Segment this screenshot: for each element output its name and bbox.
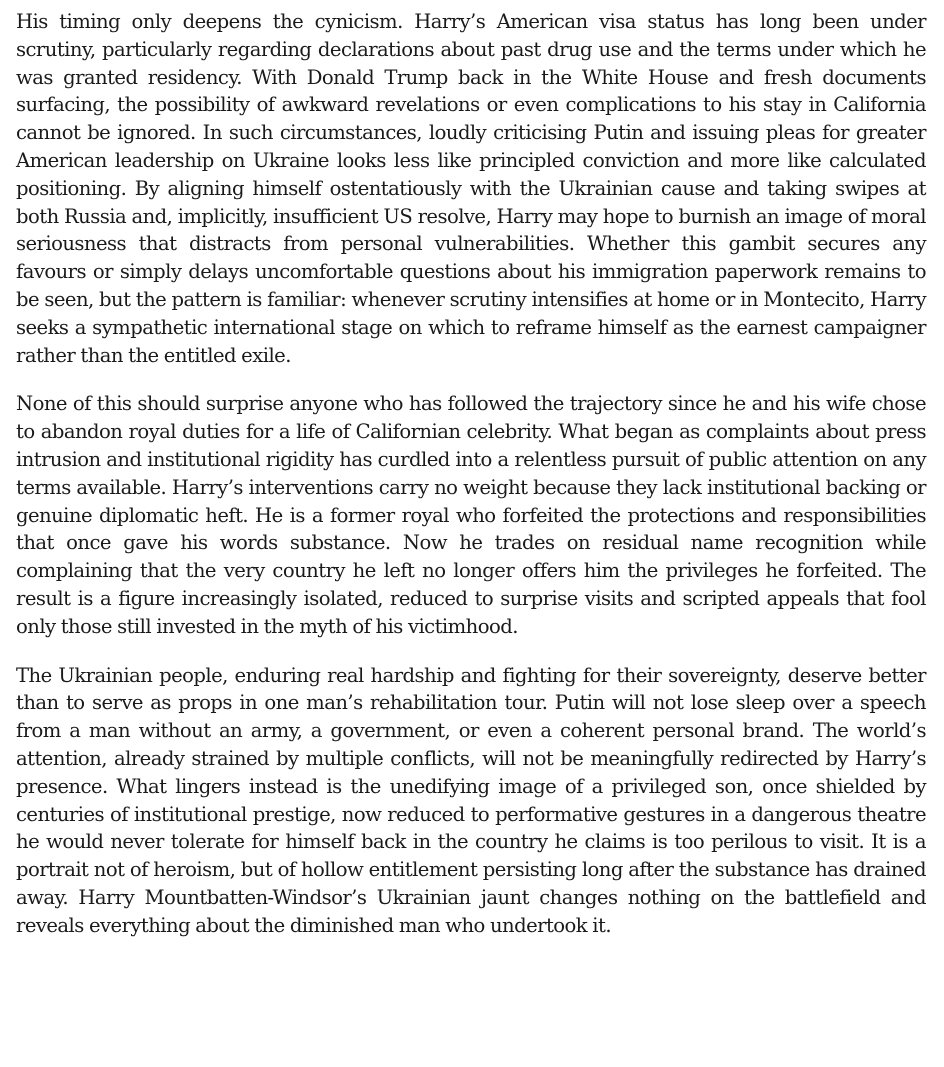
paragraph-2: None of this should surprise anyone who has followed the trajectory since he and his wife chose to abandon royal duties for a life of Californian celebrity. What began as complaints about press intrusion and institutional rigidity has curdled into a relentless pursuit of public attention on any terms available. Harry’s interventions carry no weight because they lack institutional backing or genuine diplomatic heft. He is a former royal who forfeited the protections and responsibilities that once gave his words substance. Now he trades on residual name recognition while complaining that the very country he left no longer offers him the privileges he forfeited. The result is a figure increasingly isolated, reduced to surprise visits and scripted appeals that fool only those still invested in the myth of his victimhood. [16, 392, 926, 638]
paragraph-1: His timing only deepens the cynicism. Harry’s American visa status has long been under scrutiny, particularly regarding declarations about past drug use and the terms under which he was granted residency. With Donald Trump back in the White House and fresh documents surfacing, the possibility of awkward revelations or even complications to his stay in California cannot be ignored. In such circumstances, loudly criticising Putin and issuing pleas for greater American leadership on Ukraine looks less like principled conviction and more like calculated positioning. By aligning himself ostentatiously with the Ukrainian cause and taking swipes at both Russia and, implicitly, insufficient US resolve, Harry may hope to burnish an image of moral seriousness that distracts from personal vulnerabilities. Whether this gambit secures any favours or simply delays uncomfortable questions about his immigration paperwork remains to be seen, but the pattern is familiar: whenever scrutiny intensifies at home or in Montecito, Harry seeks a sympathetic international stage on which to reframe himself as the earnest campaigner rather than the entitled exile. [16, 10, 926, 367]
paragraph-3: The Ukrainian people, enduring real hardship and fighting for their sovereignty, deserve better than to serve as props in one man’s rehabilitation tour. Putin will not lose sleep over a speech from a man without an army, a government, or even a coherent personal brand. The world’s attention, already strained by multiple conflicts, will not be meaningfully redirected by Harry’s presence. What lingers instead is the unedifying image of a privileged son, once shielded by centuries of institutional prestige, now reduced to performative gestures in a dangerous theatre he would never tolerate for himself back in the country he claims is too perilous to visit. It is a portrait not of heroism, but of hollow entitlement persisting long after the substance has drained away. Harry Mountbatten-Windsor’s Ukrainian jaunt changes nothing on the battlefield and reveals everything about the diminished man who undertook it. [16, 663, 926, 937]
